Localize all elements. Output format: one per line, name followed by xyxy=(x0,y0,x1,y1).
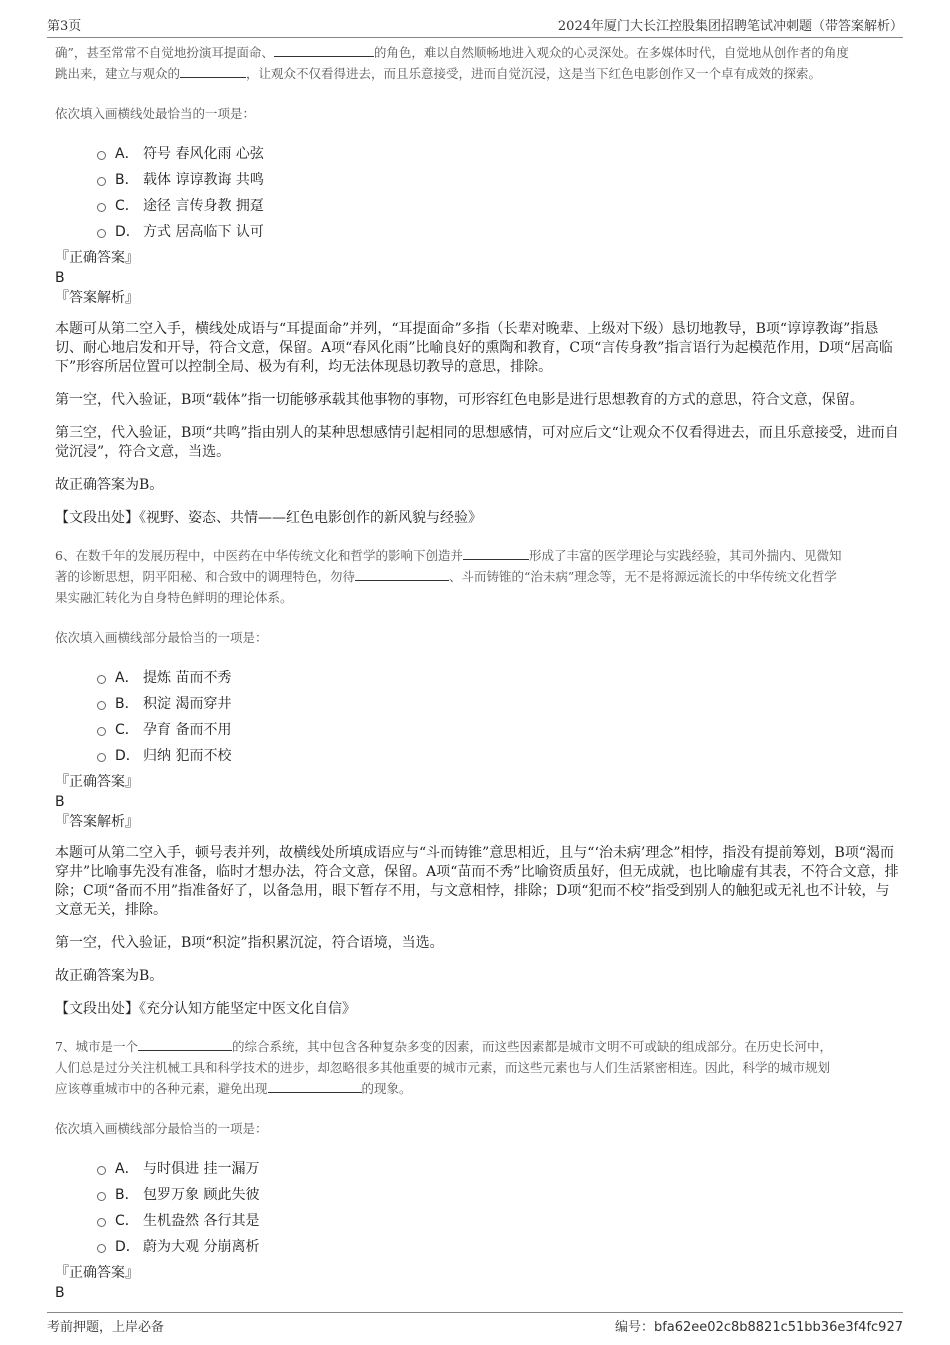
document-title: 2024年厦门大长江控股集团招聘笔试冲刺题（带答案解析） xyxy=(557,19,903,34)
analysis-paragraph: 第一空，代入验证，B项“积淀”指积累沉淀，符合语境，当选。 xyxy=(55,935,444,951)
fill-blank xyxy=(355,568,449,581)
source-citation: 【文段出处】《充分认知方能坚定中医文化自信》 xyxy=(55,1001,356,1017)
radio-icon[interactable] xyxy=(97,151,106,160)
question-5-options xyxy=(97,140,903,244)
option-c[interactable]: C． 途径 言传身教 拥趸 xyxy=(97,192,903,218)
answer-value: B xyxy=(55,1285,65,1301)
option-b[interactable]: B． 包罗万象 顾此失彼 xyxy=(97,1181,903,1207)
radio-icon[interactable] xyxy=(97,727,106,736)
page-content xyxy=(55,42,903,1303)
answer-label: 『正确答案』 xyxy=(55,774,139,790)
fill-blank xyxy=(138,1038,232,1051)
analysis-label: 『答案解析』 xyxy=(55,290,139,306)
option-b[interactable]: B． 积淀 渴而穿井 xyxy=(97,690,903,716)
option-d[interactable]: D． 归纳 犯而不校 xyxy=(97,742,903,768)
analysis-paragraph: 第三空，代入验证，B项“共鸣”指由别人的某种思想感情引起相同的思想感情，可对应后文“让观众不仅看得进去，而且乐意接受，进而自觉沉浸”，符合文意，当选。 xyxy=(55,425,899,460)
radio-icon[interactable] xyxy=(97,1192,106,1201)
radio-icon[interactable] xyxy=(97,701,106,710)
analysis-label: 『答案解析』 xyxy=(55,814,139,830)
document-id: 编号：bfa62ee02c8b8821c51bb36e3f4fc927 xyxy=(614,1320,903,1335)
fill-blank xyxy=(463,547,529,560)
source-citation: 【文段出处】《视野、姿态、共情——红色电影创作的新风貌与经验》 xyxy=(55,510,482,526)
option-d[interactable]: D． 方式 居高临下 认可 xyxy=(97,218,903,244)
question-6-text: 6、在数千年的发展历程中，中医药在中华传统文化和哲学的影响下创造并 形成了丰富的医学理论与实践经验，其司外揣内、见微知 著的诊断思想，阴平阳秘、和合致中的调理特色，勿待 、斗而铸锥的“治未病”理念等，无不是将源远流长的中华传统文化哲学 果实融汇转化为自身特色鲜明的理论体系。 xyxy=(55,548,842,605)
page-footer xyxy=(47,1312,903,1338)
analysis-paragraph: 本题可从第二空入手，横线处成语与“耳提面命”并列，“耳提面命”多指（长辈对晚辈、上级对下级）恳切地教导，B项“谆谆教诲”指恳切、耐心地启发和开导，符合文意，保留。A项“春风化雨”比喻良好的熏陶和教育，C项“言传身教”指言语行为起模范作用，D项“居高临下”形容所居位置可以控制全局、极为有利，均无法体现恳切教导的意思，排除。 xyxy=(55,321,893,375)
radio-icon[interactable] xyxy=(97,675,106,684)
analysis-paragraph: 第一空，代入验证，B项“载体”指一切能够承载其他事物的事物，可形容红色电影是进行思想教育的方式的意思，符合文意，保留。 xyxy=(55,392,864,408)
option-a[interactable]: A． 提炼 苗而不秀 xyxy=(97,664,903,690)
question-7-options xyxy=(97,1155,903,1259)
question-7-prompt: 依次填入画横线部分最恰当的一项是： xyxy=(55,1121,268,1136)
option-c[interactable]: C． 生机盎然 各行其是 xyxy=(97,1207,903,1233)
answer-label: 『正确答案』 xyxy=(55,1265,139,1281)
fill-blank xyxy=(274,44,374,57)
fill-blank xyxy=(268,1080,362,1093)
option-b[interactable]: B． 载体 谆谆教诲 共鸣 xyxy=(97,166,903,192)
radio-icon[interactable] xyxy=(97,753,106,762)
page-header xyxy=(47,12,903,38)
question-5-prompt: 依次填入画横线处最恰当的一项是： xyxy=(55,106,256,121)
option-a[interactable]: A． 与时俱进 挂一漏万 xyxy=(97,1155,903,1181)
radio-icon[interactable] xyxy=(97,1244,106,1253)
page-number: 第3页 xyxy=(47,19,82,34)
answer-value: B xyxy=(55,794,65,810)
radio-icon[interactable] xyxy=(97,229,106,238)
analysis-paragraph: 本题可从第二空入手，顿号表并列，故横线处所填成语应与“斗而铸锥”意思相近，且与“‘治未病’理念”相悖，指没有提前筹划，B项“渴而穿井”比喻事先没有准备，临时才想办法，符合文意，保留。A项“苗而不秀”比喻资质虽好，但无成就，也比喻虚有其表，不符合文意，排除；C项“备而不用”指准备好了，以备急用，眼下暂存不用，与文意相悖，排除；D项“犯而不校”指受到别人的触犯或无礼也不计较，与文意无关，排除。 xyxy=(55,845,899,918)
radio-icon[interactable] xyxy=(97,1218,106,1227)
question-6-options xyxy=(97,664,903,768)
option-d[interactable]: D． 蔚为大观 分崩离析 xyxy=(97,1233,903,1259)
footer-slogan: 考前押题，上岸必备 xyxy=(47,1320,165,1335)
answer-value: B xyxy=(55,270,65,286)
question-7-text: 7、城市是一个 的综合系统，其中包含各种复杂多变的因素，而这些因素都是城市文明不可或缺的组成部分。在历史长河中， 人们总是过分关注机械工具和科学技术的进步，却忽略很多其他重要的城市元素，而这些元素也与人们生活紧密相连。因此，科学的城市规划 应该尊重城市中的各种元素，避免出现 的现象。 xyxy=(55,1039,832,1096)
analysis-paragraph: 故正确答案为B。 xyxy=(55,968,164,984)
option-c[interactable]: C． 孕育 备而不用 xyxy=(97,716,903,742)
radio-icon[interactable] xyxy=(97,1166,106,1175)
option-a[interactable]: A． 符号 春风化雨 心弦 xyxy=(97,140,903,166)
radio-icon[interactable] xyxy=(97,177,106,186)
fill-blank xyxy=(180,65,246,78)
radio-icon[interactable] xyxy=(97,203,106,212)
question-5-text: 确”，甚至常常不自觉地扮演耳提面命、 的角色，难以自然顺畅地进入观众的心灵深处。在多媒体时代，自觉地从创作者的角度 跳出来，建立与观众的 ，让观众不仅看得进去，而且乐意接受，进而自觉沉浸，这是当下红色电影创作又一个卓有成效的探索。 xyxy=(55,45,849,81)
question-6-prompt: 依次填入画横线部分最恰当的一项是： xyxy=(55,630,268,645)
analysis-paragraph: 故正确答案为B。 xyxy=(55,477,164,493)
answer-label: 『正确答案』 xyxy=(55,250,139,266)
